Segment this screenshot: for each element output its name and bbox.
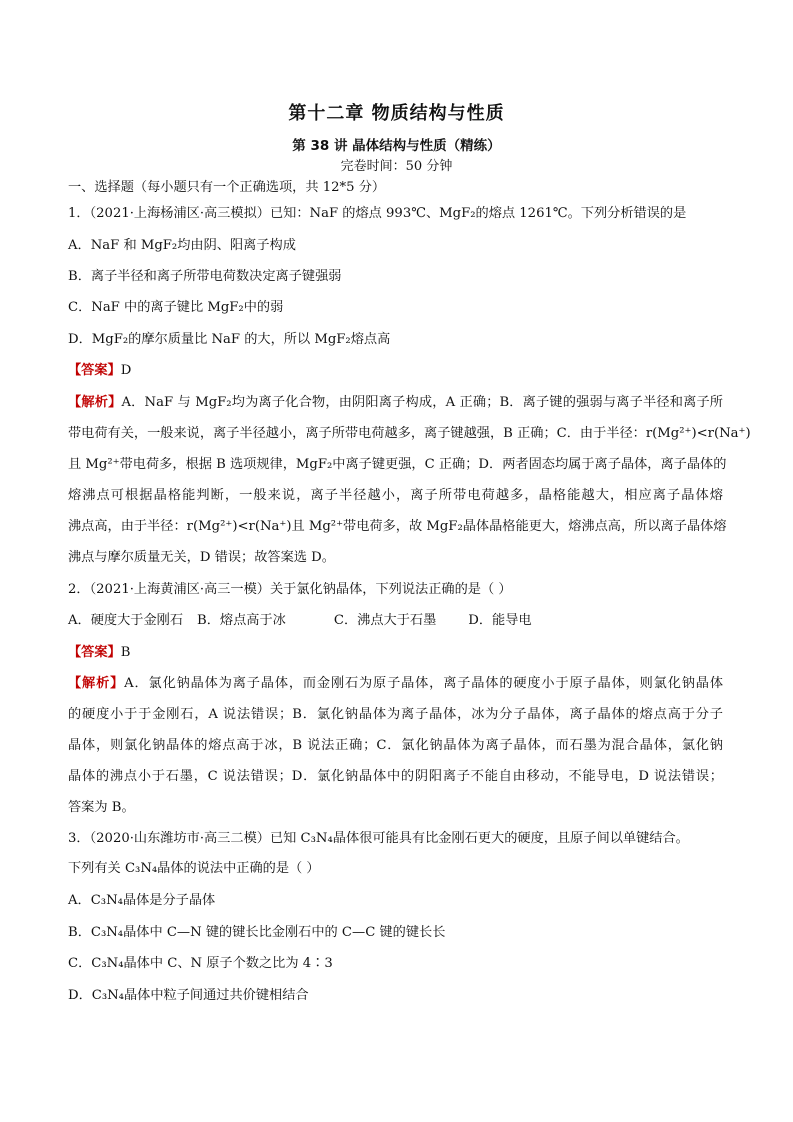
lecture-title: 第 38 讲 晶体结构与性质（精练） (292, 138, 501, 154)
q1-option-a: A．NaF 和 MgF₂均由阴、阳离子构成 (68, 238, 296, 253)
q2-analysis-line-5: 答案为 B。 (68, 800, 135, 815)
analysis-tag: 【解析】 (68, 676, 125, 691)
answer-tag: 【答案】 (68, 363, 121, 378)
answer-value: B (120, 645, 131, 660)
q3-stem-line-1: 3．（2020·山东潍坊市·高三二模）已知 C₃N₄晶体很可能具有比金刚石更大的硬度，且原子间以单键结合。 (68, 831, 689, 846)
q1-analysis-line-5: 沸点高，由于半径：r(Mg²⁺)<r(Na⁺)且 Mg²⁺带电荷多，故 MgF₂晶体晶格能更大，熔沸点高，所以离子晶体熔 (68, 519, 727, 534)
q1-analysis-line-4: 熔沸点可根据晶格能判断，一般来说，离子半径越小，离子所带电荷越多，晶格能越大，相应离子晶体熔 (68, 488, 723, 503)
q1-analysis-line-3: 且 Mg²⁺带电荷多，根据 B 选项规律，MgF₂中离子键更强，C 正确；D．两者固态均属于离子晶体，离子晶体的 (68, 457, 727, 472)
q3-option-b: B．C₃N₄晶体中 C—N 键的键长比金刚石中的 C—C 键的键长长 (68, 925, 446, 940)
answer-value: D (120, 363, 132, 378)
q1-stem: 1．（2021·上海杨浦区·高三模拟）已知：NaF 的熔点 993℃、MgF₂的熔点 1261℃。下列分析错误的是 (68, 206, 687, 221)
answer-tag: 【答案】 (68, 645, 121, 660)
analysis-text: A．氯化钠晶体为离子晶体，而金刚石为原子晶体，离子晶体的硬度小于原子晶体，则氯化钠晶体 (124, 676, 724, 691)
q2-option-d: D．能导电 (468, 613, 532, 628)
q3-stem-line-2: 下列有关 C₃N₄晶体的说法中正确的是（ ） (68, 861, 320, 876)
chapter-title: 第十二章 物质结构与性质 (288, 103, 505, 124)
q2-analysis-line-1 (68, 674, 723, 694)
q3-option-a: A．C₃N₄晶体是分子晶体 (68, 893, 216, 908)
q1-option-c: C．NaF 中的离子键比 MgF₂中的弱 (68, 300, 284, 315)
q2-options-row (68, 611, 532, 631)
q2-analysis-line-4: 晶体的沸点小于石墨，C 说法错误；D．氯化钠晶体中的阴阳离子不能自由移动，不能导电，D 说法错误； (68, 769, 723, 784)
q1-analysis-line-6: 沸点与摩尔质量无关，D 错误；故答案选 D。 (68, 550, 335, 565)
q1-option-b: B．离子半径和离子所带电荷数决定离子键强弱 (68, 269, 342, 284)
q1-analysis-line-2: 带电荷有关，一般来说，离子半径越小，离子所带电荷越多，离子键越强，B 正确；C．由于半径：r(Mg²⁺)<r(Na⁺) (68, 426, 751, 441)
q2-analysis-line-2: 的硬度小于于金刚石，A 说法错误；B．氯化钠晶体为离子晶体，冰为分子晶体，离子晶体的熔点高于分子 (68, 707, 723, 722)
q2-option-a: A．硬度大于金刚石 (68, 613, 184, 628)
q2-option-c: C．沸点大于石墨 (333, 613, 437, 628)
q1-answer (68, 361, 131, 381)
q3-option-c: C．C₃N₄晶体中 C、N 原子个数之比为 4∶3 (68, 956, 333, 971)
analysis-text: A．NaF 与 MgF₂均为离子化合物，由阴阳离子构成，A 正确；B．离子键的强弱与离子半径和离子所 (121, 395, 723, 410)
q1-option-d: D．MgF₂的摩尔质量比 NaF 的大，所以 MgF₂熔点高 (68, 332, 391, 347)
q2-stem: 2．（2021·上海黄浦区·高三一模）关于氯化钠晶体，下列说法正确的是（ ） (68, 582, 512, 597)
q2-answer (68, 643, 130, 663)
q3-option-d: D．C₃N₄晶体中粒子间通过共价键相结合 (68, 988, 309, 1003)
analysis-tag: 【解析】 (68, 395, 122, 410)
q2-option-b: B．熔点高于冰 (197, 613, 286, 628)
q1-analysis-line-1 (68, 393, 723, 413)
section-heading: 一、选择题（每小题只有一个正确选项，共 12*5 分） (68, 180, 386, 195)
q2-analysis-line-3: 晶体，则氯化钠晶体的熔点高于冰，B 说法正确；C．氯化钠晶体为离子晶体，而石墨为混合晶体，氯化钠 (68, 738, 723, 753)
time-limit: 完卷时间：50 分钟 (340, 159, 453, 174)
